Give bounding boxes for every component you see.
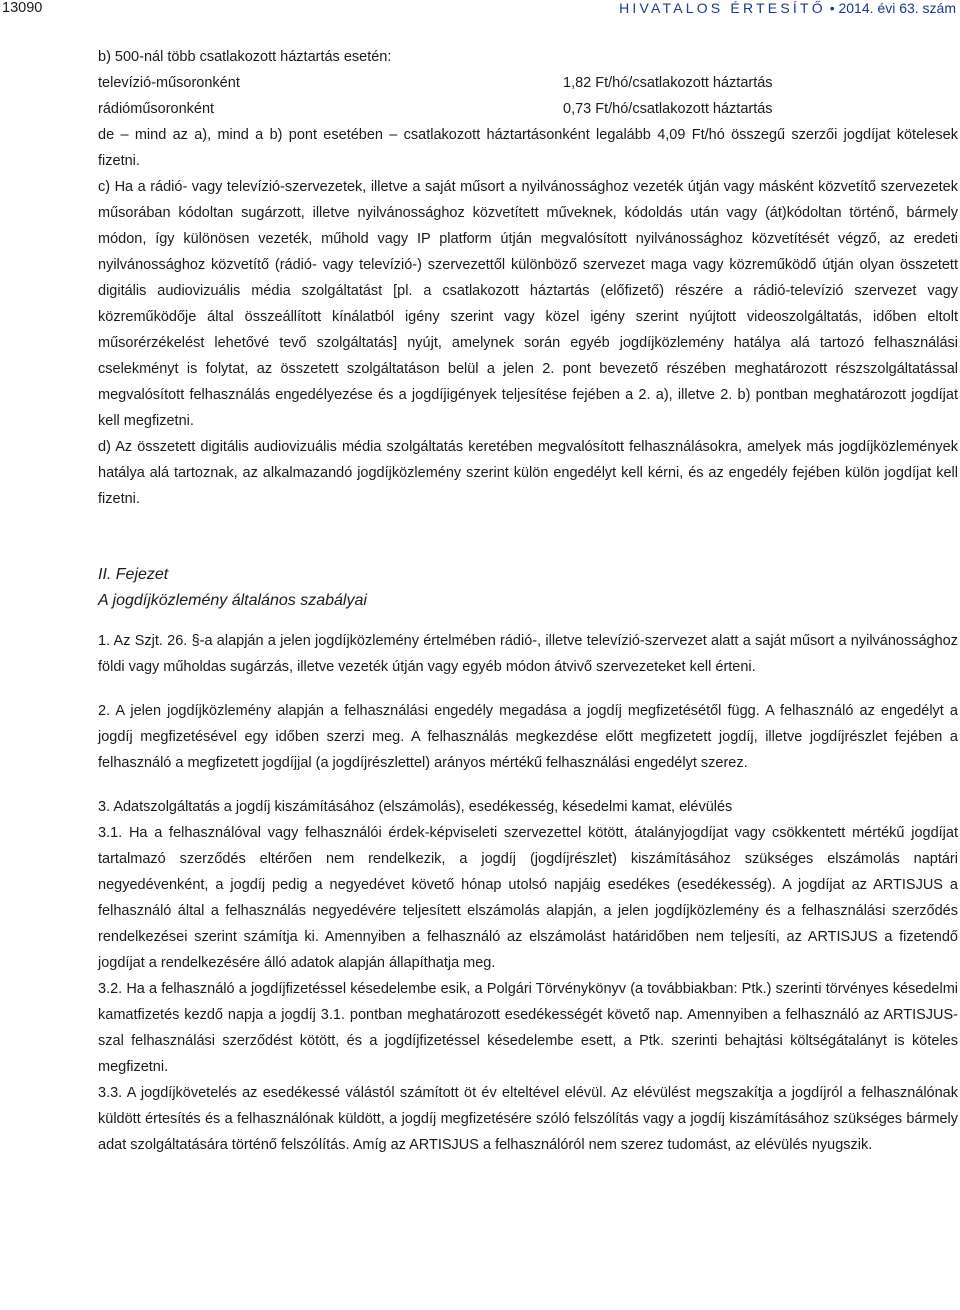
header-bullet: •: [829, 0, 835, 16]
rate-value: 1,82 Ft/hó/csatlakozott háztartás: [563, 75, 773, 91]
section-3-title: 3. Adatszolgáltatás a jogdíj kiszámításához (elszámolás), esedékesség, késedelmi kamat, elévülés: [98, 799, 733, 815]
rates-note: de – mind az a), mind a b) pont esetében – csatlakozott háztartásonként legalább 4,09 Ft/hó összegű szerzői jogdíjat kötelesek fizetni.: [98, 127, 958, 169]
issue-number: 2014. évi 63. szám: [838, 0, 956, 16]
paragraph-c: c) Ha a rádió- vagy televízió-szervezetek, illetve a saját műsort a nyilvánossághoz vezeték útján vagy másként közvetítő szervezetek műsorában kódoltan sugárzott, illetve nyilvánossághoz közvetített műveknek, kódoldás után vagy (át)kódoltan történő, bármely módon, így különösen vezeték, műhold vagy IP platform útján megvalósított nyilvánossághoz közvetítését végző, az eredeti nyilvánossághoz közvetítő (rádió- vagy televízió-) szervezettől különböző szervezet maga vagy közreműködő útján olyan összetett digitális audiovizuális média szolgáltatást [pl. a csatlakozott háztartás (előfizető) részére a rádió-televízió szervezet vagy közreműködője által összeállított kínálatból igény szerint vagy közel igény szerint nyújtott videoszolgáltatás, időben eltolt műsorérzékelést lehetővé tevő szolgáltatás] nyújt, amelynek során egyéb jogdíjközlemény hatálya alá tartozó felhasználási cselekményt is folytat, az összetett szolgáltatáson belül a jelen 2. pont bevezető részében meghatározott részszolgáltatással megvalósított felhasználás engedélyezése és a jogdíjigények teljesítése fejében a 2. a), illetve 2. b) pontban meghatározott jogdíjat kell megfizetni.: [98, 179, 958, 429]
rate-label: televízió-műsoronként: [98, 75, 240, 91]
chapter-heading: [98, 562, 958, 614]
section-2: 2. A jelen jogdíjközlemény alapján a felhasználási engedély megadása a jogdíj megfizetésétől függ. A felhasználó az engedélyt a jogdíj megfizetésével egy időben szerzi meg. A felhasználás megkezdése előtt megfizetett jogdíj, illetve jogdíjrészlet fejében a felhasználó a megfizetett jogdíjjal (a jogdíjrészlettel) arányos mértékű felhasználási engedélyt szerez.: [98, 703, 958, 771]
rate-row-tv: [98, 70, 958, 96]
section-3-2: 3.2. Ha a felhasználó a jogdíjfizetéssel késedelembe esik, a Polgári Törvénykönyv (a továbbiakban: Ptk.) szerinti törvényes késedelmi kamatfizetés kezdő napja a jogdíj 3.1. pontban meghatározott esedékességét követő nap. Amennyiben a felhasználó az ARTISJUS-szal felhasználási szerződést kötött, és a jogdíjfizetéssel késedelembe esett, a Ptk. szerinti behajtási költségátalányt is köteles megfizetni.: [98, 981, 958, 1075]
section-3-1: 3.1. Ha a felhasználóval vagy felhasználói érdek-képviseleti szervezettel kötött, átalányjogdíjat vagy csökkentett mértékű jogdíjat tartalmazó szerződés eltérően nem rendelkezik, a jogdíj (jogdíjrészlet) kiszámításához szükséges elszámolás naptári negyedévenként, a jogdíj pedig a negyedévet követő hónap utolsó napjáig esedékes (esedékesség). A jogdíjat az ARTISJUS a felhasználó által a felhasználás negyedévére teljesített elszámolás alapján, a jelen jogdíjközlemény és a felhasználási szerződés rendelkezései szerint számítja ki. Amennyiben a felhasználó az elszámolást határidőben nem teljesíti, az ARTISJUS a fizetendő jogdíjat a rendelkezésére álló adatok alapján állapíthatja meg.: [98, 825, 958, 971]
rate-label: rádióműsoronként: [98, 101, 215, 117]
section-3-3: 3.3. A jogdíjkövetelés az esedékessé válástól számított öt év elteltével elévül. Az elévülést megszakítja a jogdíjról a felhasználónak küldött értesítés és a felhasználónak küldött, a jogdíj megfizetésére szóló felszólítás vagy a jogdíj kiszámításához szükséges bármely adat szolgáltatására történő felszólítás. Amíg az ARTISJUS a felhasználóról nem szerez tudomást, az elévülés nyugszik.: [98, 1085, 958, 1153]
document-body: [98, 44, 958, 1158]
rates-intro: b) 500-nál több csatlakozott háztartás esetén:: [98, 49, 392, 65]
journal-title: HIVATALOS ÉRTESÍTŐ: [619, 0, 826, 16]
chapter-number: II. Fejezet: [98, 566, 169, 583]
paragraph-d: d) Az összetett digitális audiovizuális média szolgáltatás keretében megvalósított felhasználásokra, amelyek más jogdíjközlemények hatálya alá tartoznak, az alkalmazandó jogdíjközlemény szerint külön engedélyt kell kérni, és az engedély fejében külön jogdíjat kell fizetni.: [98, 439, 958, 507]
rate-row-radio: [98, 96, 958, 122]
journal-info: [619, 0, 956, 16]
rate-value: 0,73 Ft/hó/csatlakozott háztartás: [563, 101, 773, 117]
section-1: 1. Az Szjt. 26. §-a alapján a jelen jogdíjközlemény értelmében rádió-, illetve televízió-szervezet alatt a saját műsort a nyilvánossághoz földi vagy műholdas sugárzás, illetve vezeték útján vagy egyéb módon átvivő szervezeteket kell érteni.: [98, 633, 958, 675]
page-header: [0, 0, 960, 20]
chapter-title: A jogdíjközlemény általános szabályai: [98, 592, 367, 609]
page-number: 13090: [2, 0, 43, 16]
